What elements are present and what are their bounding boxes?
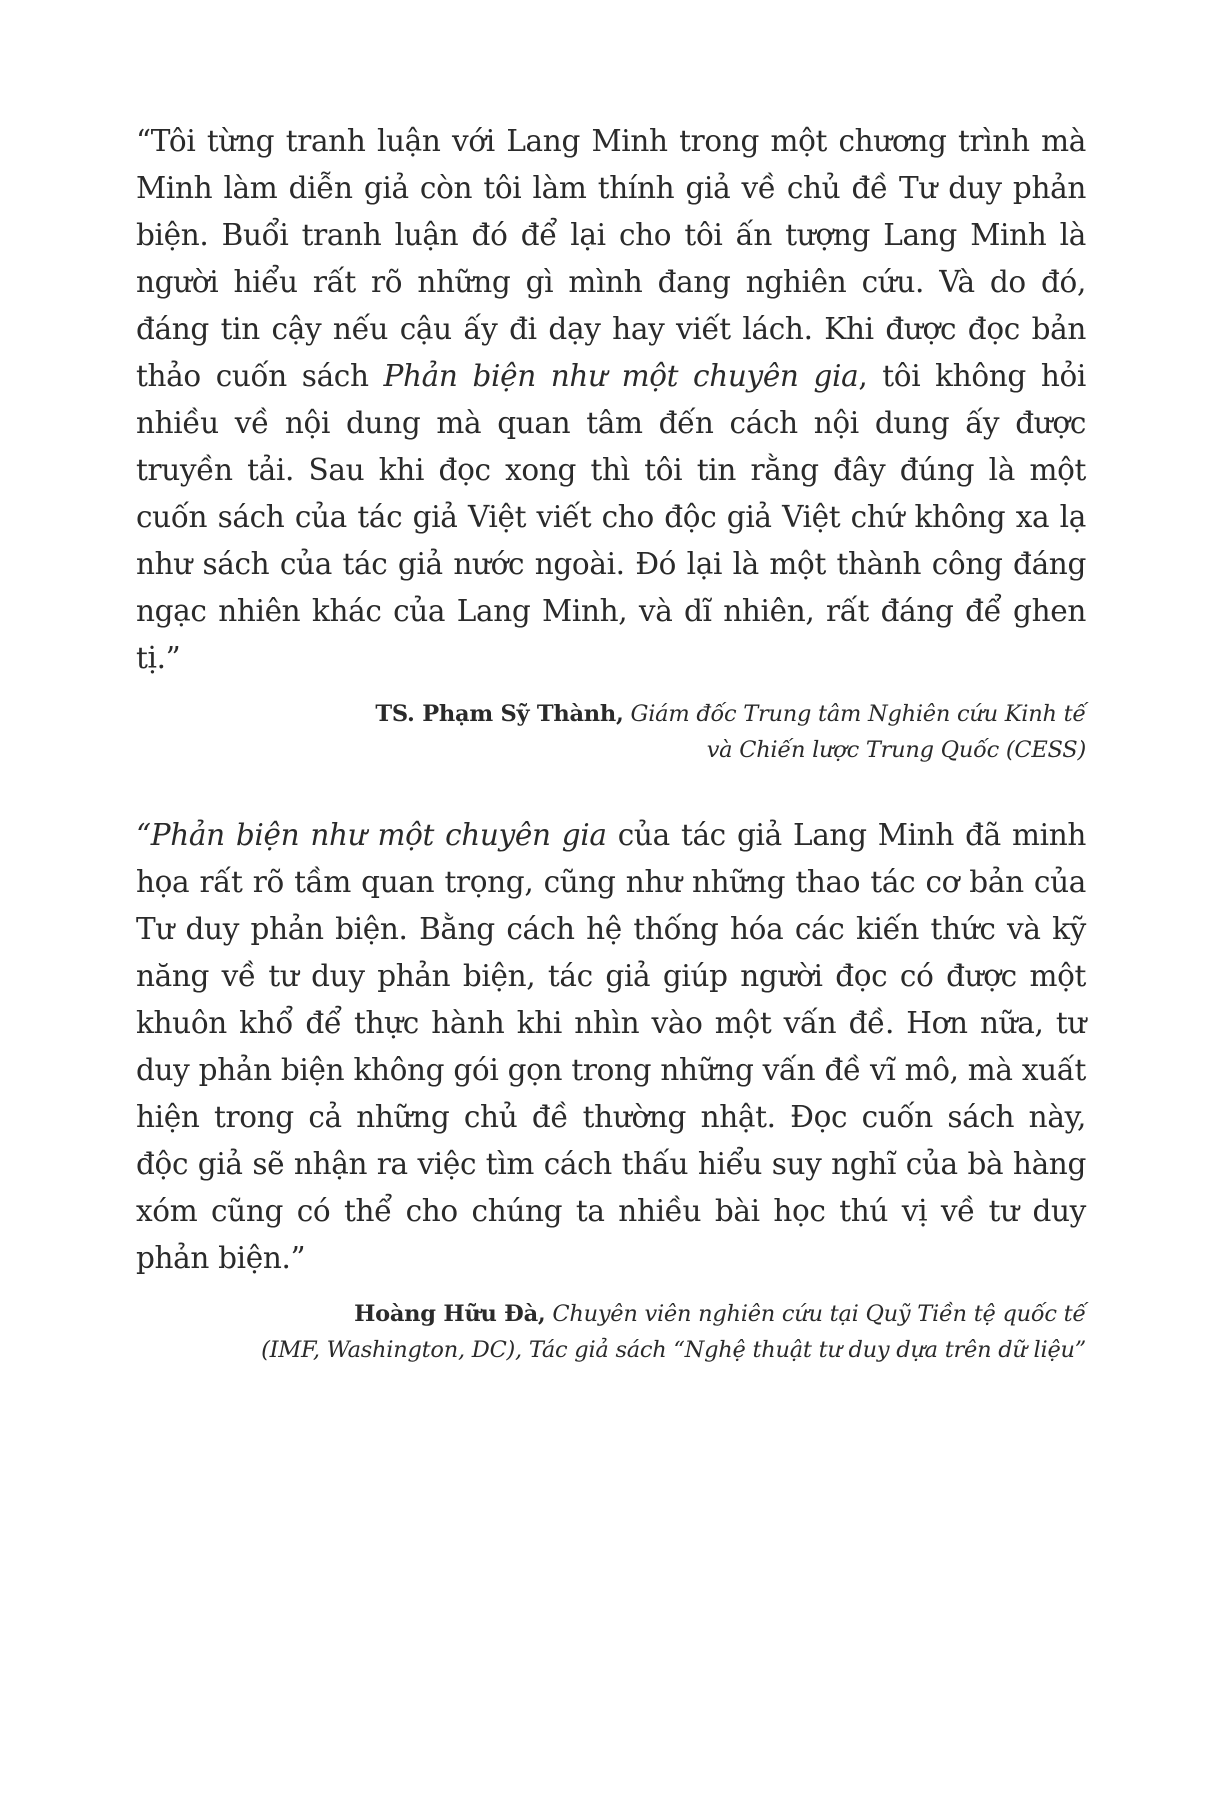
quote-text-start: “Tôi từng tranh luận với Lang Minh trong một chương trình mà Minh làm diễn giả còn tôi làm thính giả về chủ đề Tư duy phản biện. Buổi tranh luận đó để lại cho tôi ấn tượng Lang Minh là người hiểu rất rõ những gì mình đang nghiên cứu. Và do đó, đáng tin cậy nếu cậu ấy đi dạy hay viết lách. Khi được đọc bản thảo cuốn sách: [136, 124, 1086, 393]
testimonial-1-quote: [136, 118, 1086, 682]
page-content: [136, 118, 1086, 1368]
author-name: Hoàng Hữu Đà,: [354, 1301, 546, 1327]
author-role-line2: (IMF, Washington, DC), Tác giả sách “Nghệ thuật tư duy dựa trên dữ liệu”: [261, 1337, 1086, 1363]
quote-text-end: , tôi không hỏi nhiều về nội dung mà quan tâm đến cách nội dung ấy được truyền tải. Sau khi đọc xong thì tôi tin rằng đây đúng là một cuốn sách của tác giả Việt viết cho độc giả Việt chứ không xa lạ như sách của tác giả nước ngoài. Đó lại là một thành công đáng ngạc nhiên khác của Lang Minh, và dĩ nhiên, rất đáng để ghen tị.”: [136, 359, 1086, 675]
testimonial-2-attribution: [136, 1296, 1086, 1368]
testimonial-1: [136, 118, 1086, 768]
testimonial-1-attribution: [136, 696, 1086, 768]
testimonial-2: [136, 812, 1086, 1368]
author-name: TS. Phạm Sỹ Thành,: [375, 701, 624, 727]
book-title: “Phản biện như một chuyên gia: [136, 818, 607, 852]
author-role-line1: Chuyên viên nghiên cứu tại Quỹ Tiền tệ quốc tế: [552, 1301, 1086, 1327]
author-role-line2: và Chiến lược Trung Quốc (CESS): [706, 737, 1086, 763]
quote-text: của tác giả Lang Minh đã minh họa rất rõ tầm quan trọng, cũng như những thao tác cơ bản của Tư duy phản biện. Bằng cách hệ thống hóa các kiến thức và kỹ năng về tư duy phản biện, tác giả giúp người đọc có được một khuôn khổ để thực hành khi nhìn vào một vấn đề. Hơn nữa, tư duy phản biện không gói gọn trong những vấn đề vĩ mô, mà xuất hiện trong cả những chủ đề thường nhật. Đọc cuốn sách này, độc giả sẽ nhận ra việc tìm cách thấu hiểu suy nghĩ của bà hàng xóm cũng có thể cho chúng ta nhiều bài học thú vị về tư duy phản biện.”: [136, 818, 1086, 1275]
testimonial-2-quote: [136, 812, 1086, 1282]
author-role-line1: Giám đốc Trung tâm Nghiên cứu Kinh tế: [630, 701, 1086, 727]
book-title: Phản biện như một chuyên gia: [383, 359, 859, 393]
